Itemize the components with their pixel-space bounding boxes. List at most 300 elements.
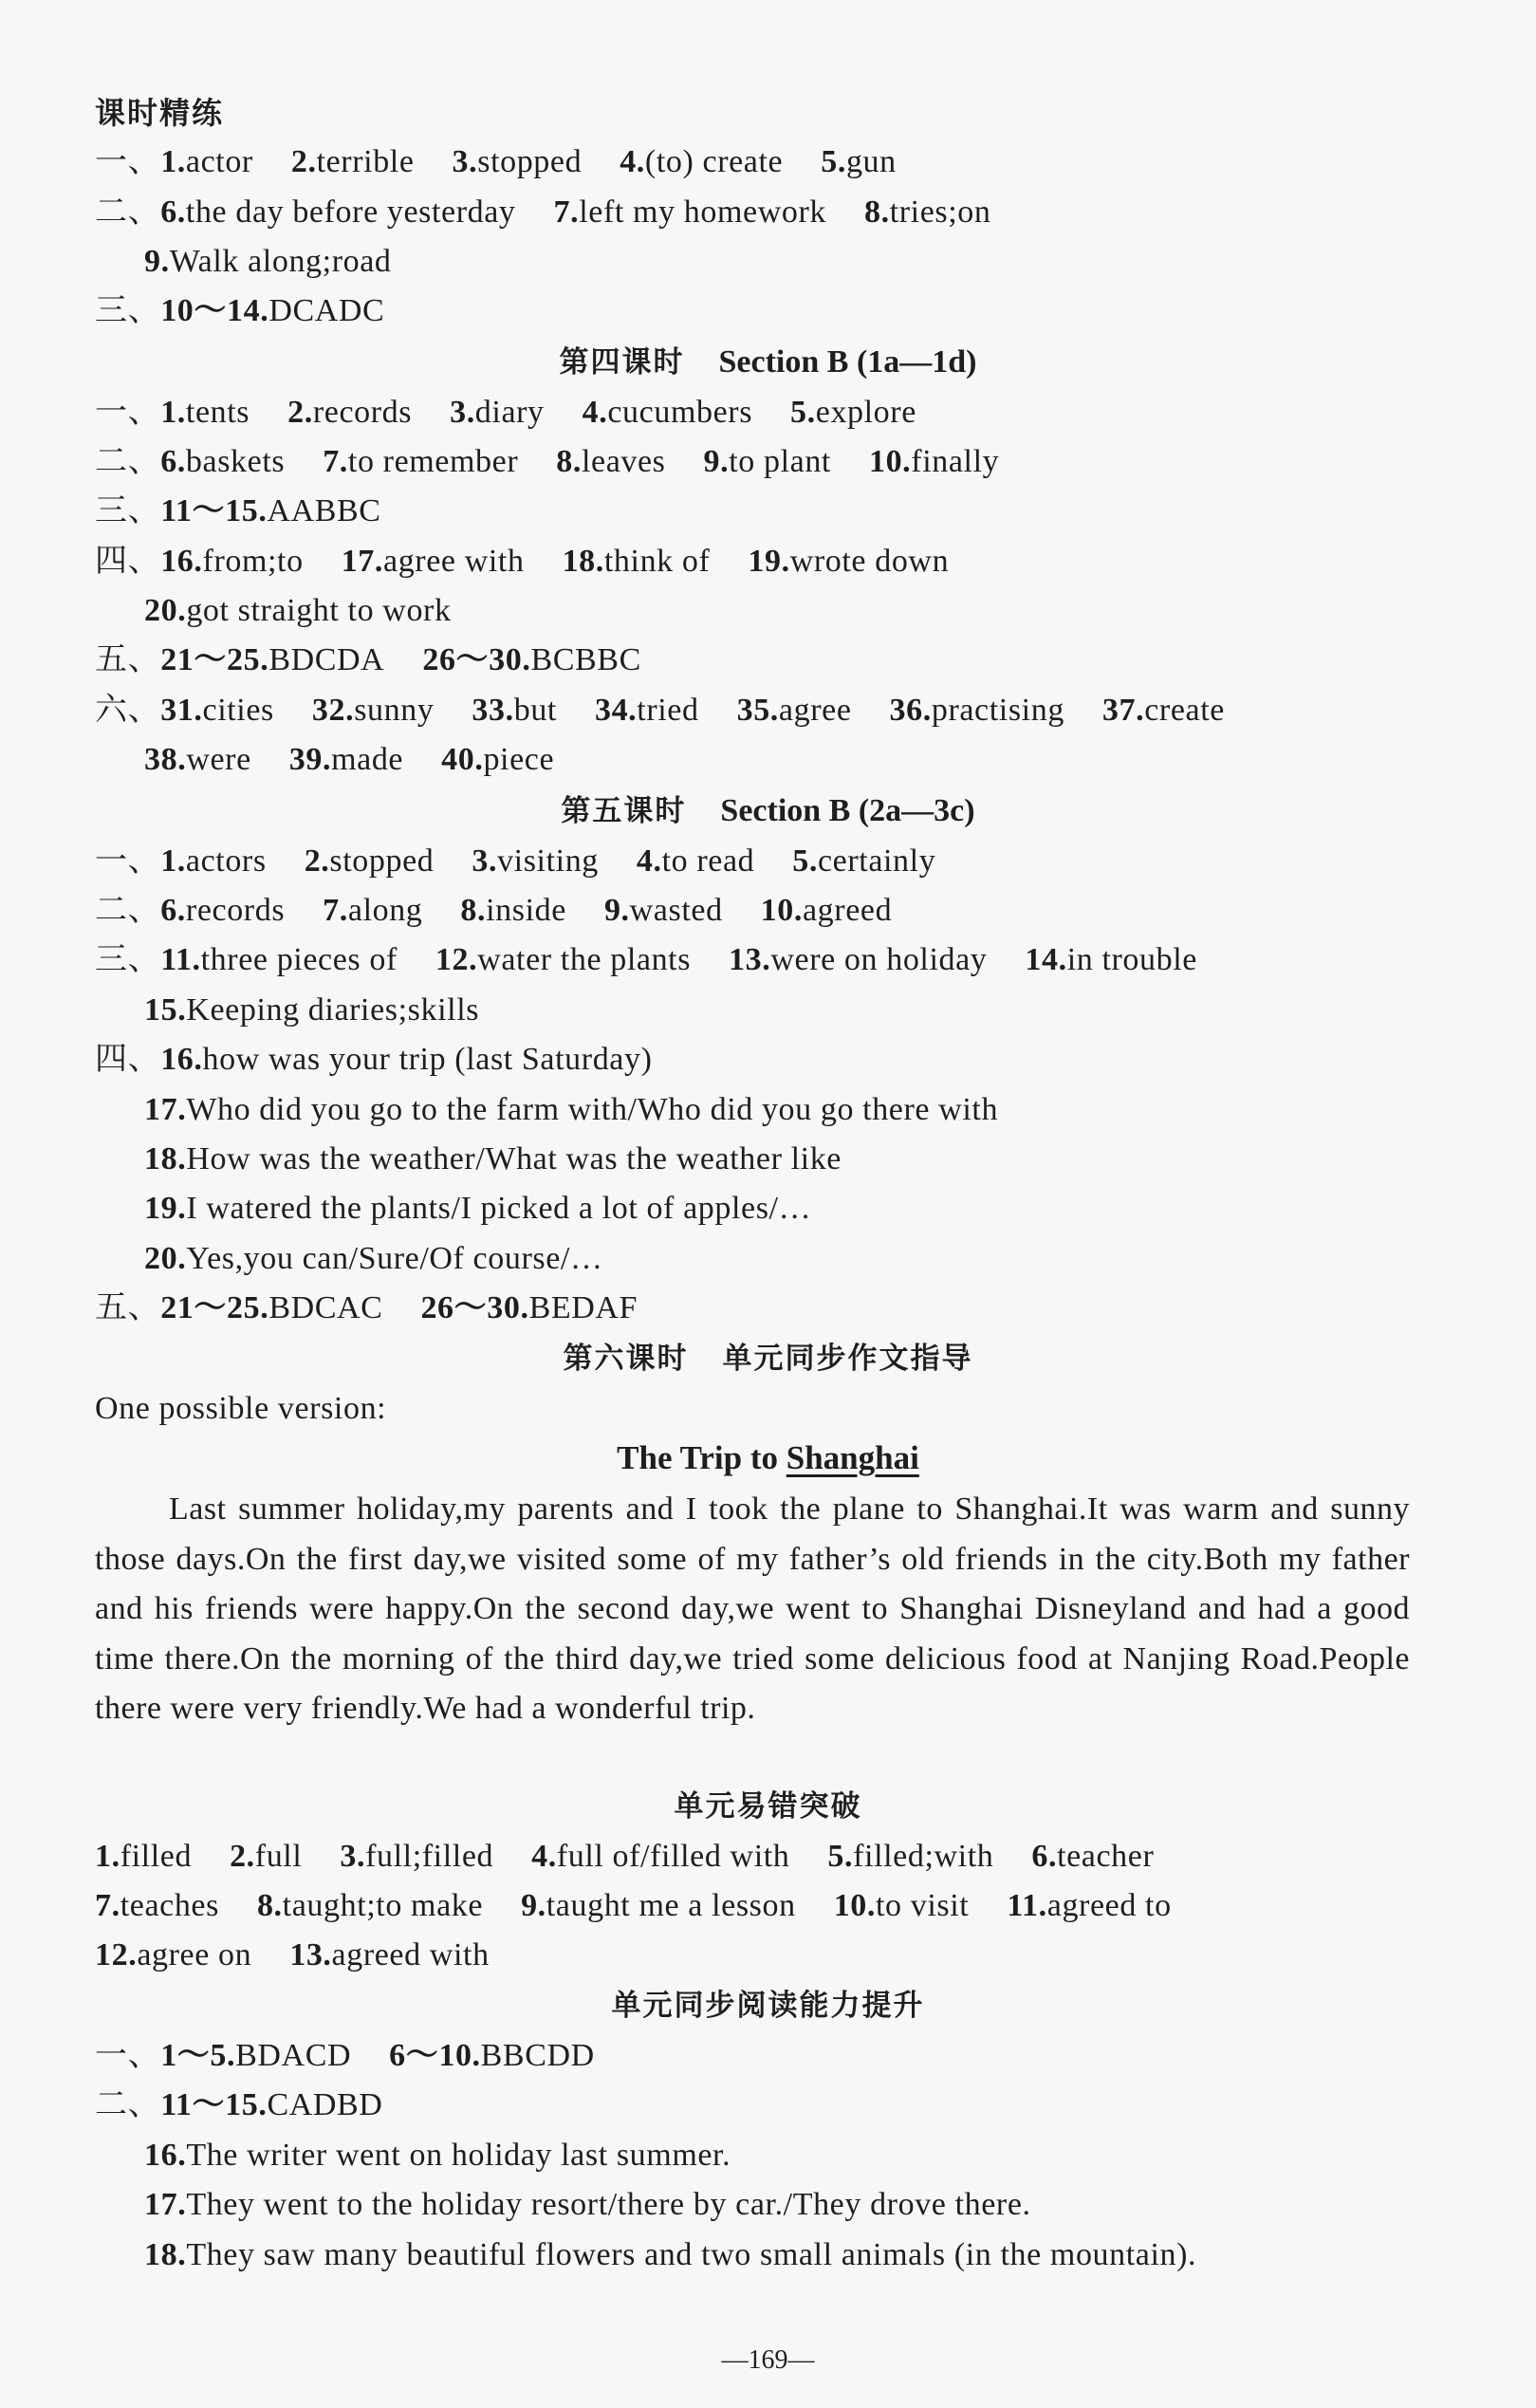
answer-number: 20. [144,1241,187,1276]
answer-number: 8. [460,893,487,928]
answer-item [389,2031,595,2081]
part-number: 二、 [95,444,161,479]
answer-number: 12. [95,1937,138,1973]
answer-number: 33. [472,693,514,728]
answer-text: They went to the holiday resort/there by car./They drove there. [186,2187,1031,2222]
answer-line [144,986,479,1035]
answer-text: terrible [316,144,415,179]
answer-text: BDACD [235,2038,352,2073]
answer-text: think of [603,544,711,579]
answer-text: water the plants [477,942,692,977]
answer-text: tried [637,693,699,728]
answer-number: 8. [864,194,890,230]
answer-text: got straight to work [186,593,452,628]
answer-text: left my homework [579,194,827,230]
part-number: 三、 [95,942,161,977]
answer-number: 5. [821,144,846,179]
answer-text: in trouble [1066,942,1197,977]
answer-item [144,1085,998,1135]
answer-item [1025,935,1197,985]
answer-line [144,2131,731,2180]
part-number: 一、 [95,144,161,179]
answer-item [95,1832,192,1881]
answer-text: sunny [354,693,435,728]
answer-item [1007,1881,1171,1931]
answer-item [160,1035,652,1084]
answer-number: 5. [827,1839,854,1874]
answer-number: 19. [748,544,790,579]
answer-item [160,1284,382,1333]
answer-line [144,735,554,785]
answer-number: 2. [304,843,330,879]
lesson4-heading [0,338,1536,387]
answer-item [144,2131,731,2180]
answer-line [144,1135,842,1184]
answer-item [441,735,554,785]
section-title: 课时精练 [95,95,225,131]
answer-item [704,437,831,487]
answer-text: filled [120,1839,193,1874]
answer-number: 13. [729,942,771,977]
answer-number: 2. [230,1839,255,1874]
part-number: 四、 [95,544,161,579]
answer-line [144,2180,1031,2230]
answer-item [453,138,583,187]
answer-item [435,935,691,985]
answer-item [160,437,285,487]
answer-text: to remember [347,444,519,479]
answer-item [144,986,479,1035]
answer-number: 4. [620,144,645,179]
answer-line [95,287,384,336]
answer-number: 17. [144,2187,187,2222]
answer-text: BBCDD [480,2038,595,2073]
answer-item [422,636,641,685]
answer-line [95,935,1197,985]
answer-text: filled;with [853,1839,994,1874]
answer-text: Who did you go to the farm with/Who did you go there with [186,1092,999,1127]
answer-item [637,837,754,886]
answer-text: wasted [629,893,723,928]
answer-number: 1. [160,395,186,430]
answer-item [160,935,398,985]
answer-text: taught;to make [282,1888,484,1923]
answer-item [160,287,384,336]
part-number: 二、 [95,194,161,230]
answer-text: but [513,693,557,728]
answer-number: 11. [1007,1888,1047,1923]
answer-number: 10. [833,1888,876,1923]
answer-number: 5. [790,395,816,430]
answer-text: to read [661,843,755,879]
answer-number: 7. [323,444,348,479]
answer-item [144,1135,842,1184]
answer-number: 6. [1031,1839,1058,1874]
answer-number: 2. [290,144,317,179]
essay-title [0,1434,1536,1483]
answer-number: 10. [868,444,912,479]
answer-item [342,537,525,586]
answer-text: full of/filled with [556,1839,790,1874]
answer-text: actors [185,843,267,879]
answer-line [95,1832,1154,1881]
answer-number: 7. [553,194,580,230]
answer-number: 9. [603,893,630,928]
answer-number: 1. [95,1839,120,1874]
part-number: 六、 [95,693,161,728]
answer-item [472,686,557,735]
answer-text: full [254,1839,303,1874]
answer-number: 7. [95,1888,120,1923]
answer-text: diary [474,395,545,430]
answer-number: 32. [311,693,355,728]
answer-text: (to) create [644,144,784,179]
answer-item [160,2081,382,2130]
answer-number: 21～25. [160,642,269,677]
answer-text: gun [845,144,897,179]
part-number: 二、 [95,893,161,928]
answer-item [604,886,723,935]
part-number: 一、 [95,395,161,430]
answer-item [790,388,916,437]
answer-line [95,1035,653,1084]
answer-text: baskets [185,444,286,479]
answer-number: 6. [160,444,186,479]
part-number: 一、 [95,843,161,879]
answer-text: DCADC [268,293,385,328]
answer-item [761,886,893,935]
answer-item [460,886,566,935]
answer-item [340,1832,493,1881]
answer-item [160,188,515,237]
answer-number: 1～5. [160,2038,236,2073]
answer-item [864,188,991,237]
answer-number: 31. [160,693,203,728]
answer-text: taught me a lesson [546,1888,796,1923]
answer-item [144,1234,603,1284]
essay-title-a: The Trip to [617,1439,787,1476]
answer-number: 11～15. [160,2087,268,2122]
answer-text: AABBC [267,493,381,528]
answer-number: 35. [736,693,779,728]
answer-text: the day before yesterday [185,194,516,230]
answer-text: three pieces of [200,942,398,977]
answer-text: visiting [497,843,599,879]
answer-text: How was the weather/What was the weather like [186,1141,842,1176]
answer-number: 17. [341,544,384,579]
answer-number: 7. [323,893,348,928]
answer-text: Yes,you can/Sure/Of course/… [186,1241,603,1276]
answer-number: 4. [582,395,608,430]
answer-number: 9. [703,444,730,479]
answer-text: stopped [329,843,435,879]
answer-item [556,437,665,487]
answer-number: 13. [289,1937,332,1973]
answer-number: 1. [160,843,186,879]
answer-line [95,487,381,536]
answer-number: 4. [636,843,662,879]
answer-text: CADBD [267,2087,383,2122]
answer-line [95,188,991,237]
answer-number: 6～10. [389,2038,481,2073]
answer-text: BDCDA [268,642,385,677]
answer-text: how was your trip (last Saturday) [202,1042,653,1077]
page-number: —169— [721,2345,815,2375]
part-number: 五、 [95,1290,161,1325]
answer-line [95,437,999,487]
answer-number: 6. [160,194,186,230]
answer-number: 17. [144,1092,187,1127]
answer-item [420,1284,638,1333]
answer-text: piece [483,742,555,777]
answer-line [95,1284,638,1333]
answer-item [595,686,699,735]
answer-text: leaves [581,444,666,479]
answer-item [323,437,518,487]
answer-number: 1. [160,144,186,179]
part-number: 四、 [95,1042,161,1077]
answer-text: along [347,893,423,928]
answer-number: 5. [792,843,818,879]
reading-title: 单元同步阅读能力提升 [611,1989,925,2023]
answer-line [144,1085,998,1135]
answer-text: agreed with [331,1937,490,1973]
answer-text: certainly [817,843,936,879]
answer-item [821,138,897,187]
answer-text: Keeping diaries;skills [186,992,480,1028]
answer-item [160,487,380,536]
answer-item [583,388,752,437]
answer-item [890,686,1064,735]
answer-item [144,586,452,636]
answer-text: records [312,395,413,430]
part-number: 二、 [95,2087,161,2122]
essay-title-b: Shanghai [786,1439,919,1476]
answer-number: 16. [160,544,203,579]
answer-number: 10～14. [160,293,269,328]
answer-number: 4. [531,1839,557,1874]
answer-line [144,586,452,636]
answer-text: finally [911,444,1000,479]
answer-text: stopped [477,144,583,179]
answer-item [472,837,599,886]
lesson4-en: Section B (1a—1d) [718,344,977,380]
answer-text: actor [185,144,253,179]
answer-number: 20. [144,593,187,628]
lesson6-cn2: 单元同步作文指导 [722,1342,973,1376]
answer-item [312,686,435,735]
answer-item [737,686,852,735]
answer-item [160,537,304,586]
answer-line [95,686,1225,735]
answer-number: 14. [1025,942,1067,977]
answer-number: 12. [435,942,478,977]
answer-text: were [186,742,251,777]
answer-item [450,388,545,437]
answer-item [323,886,422,935]
mistakes-heading [0,1782,1536,1831]
answer-item [1102,686,1225,735]
lesson5-cn: 第五课时 [561,794,687,828]
essay-intro: One possible version: [95,1391,387,1426]
answer-text: teacher [1057,1839,1155,1874]
answer-item [620,138,783,187]
essay-body-text: Last summer holiday,my parents and I took the plane to Shanghai.It was warm and sunny those days.On the first day,we visited some of my father’s old friends in the city.Both my father and his friends were happy.On the second day,we went to Shanghai Disneyland and had a good time there.On the morning of the third day,we tried some delicious food at Nanjing Road.People there were very friendly.We had a wonderful trip. [95,1491,1410,1727]
answer-item [521,1881,796,1931]
answer-line [95,886,892,935]
answer-text: They saw many beautiful flowers and two small animals (in the mountain). [186,2237,1197,2272]
answer-text: BCBBC [530,642,641,677]
answer-number: 36. [889,693,932,728]
answer-item [160,388,250,437]
answer-item [160,837,267,886]
answer-line [144,2231,1196,2280]
answer-text: The writer went on holiday last summer. [186,2138,731,2173]
answer-number: 38. [144,742,187,777]
answer-item [144,1184,811,1233]
answer-text: records [185,893,286,928]
part-number: 一、 [95,2038,161,2073]
answer-line [95,837,935,886]
answer-number: 26～30. [422,642,531,677]
answer-line [95,138,897,187]
answer-text: tries;on [889,194,991,230]
reading-heading [0,1981,1536,2030]
answer-text: tents [185,395,250,430]
essay-body [95,1485,1410,1734]
answer-number: 3. [452,144,478,179]
answer-item [160,886,285,935]
answer-text: were on holiday [770,942,988,977]
answer-number: 15. [144,992,187,1028]
answer-number: 9. [144,244,170,279]
answer-item [287,388,412,437]
part-number: 三、 [95,493,161,528]
answer-line [95,388,916,437]
answer-item [305,837,435,886]
answer-item [144,237,392,287]
lesson5-heading [0,787,1536,836]
answer-item [144,2180,1031,2230]
answer-item [289,735,403,785]
answer-item [160,686,274,735]
answer-text: to visit [876,1888,970,1923]
answer-text: agree [778,693,852,728]
answer-line [95,537,949,586]
part-number: 五、 [95,642,161,677]
answer-item [869,437,999,487]
lesson6-cn: 第六课时 [563,1342,689,1376]
answer-line [95,2031,595,2081]
answer-number: 8. [556,444,582,479]
answer-line [95,1931,490,1980]
lesson4-cn: 第四课时 [559,345,685,380]
answer-text: BEDAF [528,1290,638,1325]
answer-number: 39. [288,742,332,777]
answer-number: 3. [450,395,475,430]
answer-item [291,138,415,187]
answer-text: Walk along;road [169,244,392,279]
answer-item [554,188,826,237]
answer-text: cities [202,693,274,728]
answer-number: 21～25. [160,1290,269,1325]
answer-text: full;filled [365,1839,494,1874]
answer-line [144,1234,603,1284]
answer-number: 11. [160,942,201,977]
answer-item [160,138,253,187]
mistakes-title: 单元易错突破 [674,1789,862,1824]
answer-text: to plant [729,444,831,479]
answer-number: 8. [256,1888,283,1923]
answer-number: 3. [340,1839,366,1874]
answer-item [230,1832,302,1881]
answer-item [160,636,384,685]
answer-number: 40. [441,742,484,777]
answer-text: BDCAC [268,1290,383,1325]
answer-line [144,1184,811,1233]
answer-item [257,1881,483,1931]
answer-text: create [1144,693,1225,728]
answer-item [792,837,935,886]
answer-number: 6. [160,893,186,928]
answer-item [531,1832,789,1881]
answer-text: from;to [202,544,304,579]
answer-text: agree on [137,1937,252,1973]
answer-item [1031,1832,1154,1881]
answer-item [827,1832,993,1881]
answer-number: 16. [160,1042,203,1077]
answer-item [160,2031,351,2081]
answer-number: 11～15. [160,493,268,528]
answer-text: inside [486,893,566,928]
answer-line [95,636,641,685]
answer-number: 18. [144,1141,187,1176]
answer-item [729,935,987,985]
answer-item [834,1881,970,1931]
answer-item [563,537,711,586]
answer-number: 18. [144,2237,187,2272]
answer-text: I watered the plants/I picked a lot of apples/… [186,1191,812,1226]
answer-number: 26～30. [420,1290,529,1325]
answer-text: wrote down [789,544,950,579]
answer-number: 3. [472,843,498,879]
answer-number: 10. [760,893,803,928]
answer-item [95,1931,251,1980]
answer-number: 18. [562,544,604,579]
part-number: 三、 [95,293,161,328]
answer-text: practising [931,693,1064,728]
answer-text: agreed [802,893,893,928]
answer-number: 19. [144,1191,187,1226]
answer-text: cucumbers [607,395,753,430]
answer-number: 2. [287,395,313,430]
answer-item [748,537,949,586]
lesson5-en: Section B (2a—3c) [720,793,975,828]
answer-item [289,1931,489,1980]
answer-text: teaches [120,1888,219,1923]
answer-number: 34. [594,693,638,728]
answer-text: explore [815,395,916,430]
answer-line [144,237,392,287]
answer-item [144,2231,1196,2280]
lesson6-heading [0,1334,1536,1383]
answer-number: 9. [521,1888,546,1923]
answer-text: made [331,742,404,777]
answer-item [144,735,251,785]
answer-line [95,2081,382,2130]
answer-number: 37. [1101,693,1145,728]
answer-item [95,1881,219,1931]
